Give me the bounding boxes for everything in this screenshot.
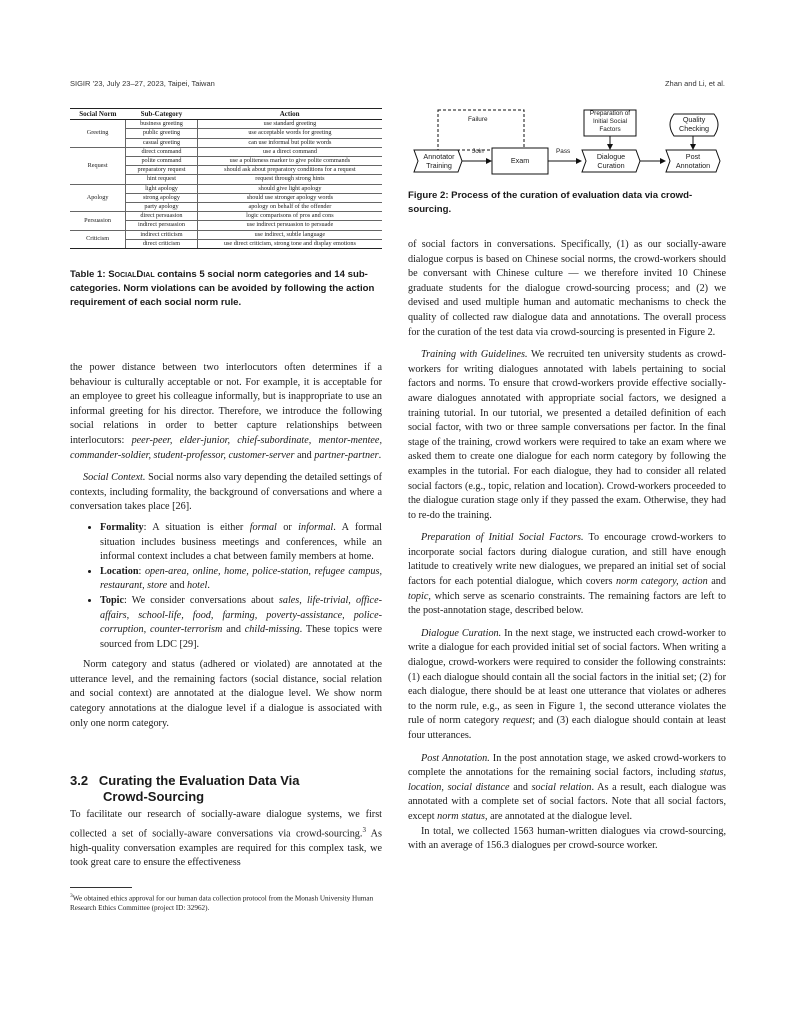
failure-label: Failure	[468, 116, 488, 123]
table-row	[70, 212, 382, 221]
paragraph: Post Annotation. In the post annotation stage, we asked crowd-workers to complete the annotations for the remaining social factors, including status, location, social distance and social relation. As a result, each dialogue was annotated with a complete set of social factors. Note that all social factors, except norm status, are annotated at the dialogue level.	[408, 752, 726, 822]
preparation-label: Preparation of Initial Social Factors	[589, 110, 631, 133]
paragraph: In total, we collected 1563 human-written dialogues via crowd-sourcing, with an average of 156.3 dialogues per crowd-source worker.	[408, 825, 726, 852]
running-header-left: SIGIR ’23, July 23–27, 2023, Taipei, Taiwan	[70, 79, 215, 88]
paragraph: To facilitate our research of socially-aware dialogue systems, we first collected a set of socially-aware conversations via crowd-sourcing.$^3$ As high-quality conversation examples are required for this complex task, we took great care to ensure the effectiveness	[70, 809, 382, 869]
table-sub-category: direct persuasion	[126, 212, 198, 221]
table-header-sub-category: Sub-Category	[126, 109, 198, 120]
paragraph: Social Context. Social norms also vary depending the detailed settings of contexts, including formality, the background of conversations and where a conversation takes place [26].	[70, 472, 383, 513]
table-action: use a direct command	[197, 147, 382, 156]
section-intro	[70, 808, 382, 871]
paragraph-heading: Post Annotation.	[421, 752, 490, 764]
curation-process-figure	[408, 108, 726, 176]
table-action: use acceptable words for greeting	[197, 129, 382, 138]
table-caption-label: Table 1:	[70, 269, 106, 280]
table-sub-category: indirect persuasion	[126, 221, 198, 230]
table-sub-category: light apology	[126, 184, 198, 193]
table-sub-category: strong apology	[126, 193, 198, 202]
table-row	[70, 120, 382, 129]
table-action: should use stronger apology words	[197, 193, 382, 202]
paragraph-heading: Training with Guidelines.	[421, 349, 528, 361]
paragraph: Preparation of Initial Social Factors. To encourage crowd-workers to incorporate social factors during dialogue curation, and still have enough latitude to creatively write new dialogues, we prepared an initial set of social factors for each potential dialogue, which covers norm category, action and topic, which serve as scenario constraints. The remaining factors are left to the post-annotation stage, described below.	[408, 532, 726, 617]
table-action: request through strong hints	[197, 175, 382, 184]
left-column	[70, 361, 382, 731]
table-action: should give light apology	[197, 184, 382, 193]
list-item: • Topic: We consider conversations about sales, life-trivial, office-affairs, school-life, food, farming, poverty-assistance, police-corruption, counter-terrorism and child-missing. These topics were sourced from LDC [29].	[100, 594, 382, 652]
social-norm-table	[70, 108, 382, 249]
paragraph: of social factors in conversations. Specifically, (1) as our socially-aware dialogue corpus is based on Chinese social norms, the crowd-workers should be conversant with Chinese culture — we therefore invited 10 Chinese graduate students for the dialogue crowd-sourcing process; and (2) we devised and used multiple human and automatic mechanisms to check the quality of collected raw dialogue data and annotations. The overall process for the curation of the test data via crowd-sourcing is presented in Figure 2.	[408, 239, 726, 338]
quality-checking-label: Quality Checking	[679, 115, 709, 133]
table-sub-category: direct criticism	[126, 239, 198, 248]
exam-label: Exam	[510, 156, 530, 165]
table-category: Criticism	[70, 230, 126, 248]
table-action: logic comparisons of pros and cons	[197, 212, 382, 221]
paragraph-heading: Dialogue Curation.	[421, 627, 502, 639]
list-item: • Formality: A situation is either formal or informal. A formal situation includes business meetings and conferences, while an informal context includes a chat between family members at home.	[100, 521, 382, 565]
table-category: Greeting	[70, 120, 126, 148]
table-action: can use informal but polite words	[197, 138, 382, 147]
table-action: use a politeness marker to give polite commands	[197, 157, 382, 166]
table-caption-system: SocialDial	[108, 269, 155, 280]
table-row	[70, 230, 382, 239]
paragraph-heading: Social Context.	[83, 472, 146, 484]
table-caption-text: contains 5 social norm categories and 14 sub-categories. Norm violations can be avoided by following the action requirement of each social norm rule.	[70, 269, 375, 308]
table-action: use indirect, subtle language	[197, 230, 382, 239]
paragraph-heading: Preparation of Initial Social Factors.	[421, 532, 584, 544]
pass-label: Pass	[556, 148, 571, 155]
dialogue-curation-label: Dialogue Curation	[596, 152, 626, 170]
table-action: apology on behalf of the offender	[197, 203, 382, 212]
table-action: use direct criticism, strong tone and display emotions	[197, 239, 382, 248]
context-list	[70, 521, 382, 652]
table-header-action: Action	[197, 109, 382, 120]
table-caption	[70, 268, 382, 310]
paragraph: Dialogue Curation. In the next stage, we instructed each crowd-worker to write a dialogue for each provided initial set of social factors. When writing a dialogue, crowd-workers were required to consider the following constraints: (1) each dialogue should contain all the social factors in the initial set; (2) for each dialogue, there should be at least one utterance that violates or adheres to the norm rule, e.g., as seen in Figure 1, the second utterance violates the rule of norm category request; and (3) each dialogue should contain at least four utterances.	[408, 627, 726, 741]
table-sub-category: party apology	[126, 203, 198, 212]
table-category: Apology	[70, 184, 126, 212]
paragraph: Norm category and status (adhered or violated) are annotated at the utterance level, and the remaining factors (social distance, social relation and social context) are annotated at the dialogue level. We show norm category annotations at the dialogue level if a dialogue is associated with only one norm category.	[70, 659, 382, 729]
table-sub-category: preparatory request	[126, 166, 198, 175]
table-row	[70, 184, 382, 193]
table-sub-category: casual greeting	[126, 138, 198, 147]
paragraph: Training with Guidelines. We recruited ten university students as crowd-workers for writing dialogues annotated with labels pertaining to social factors and norms. To ensure that crowd-workers provide effective socially-aware dialogues annotated with appropriate social factors, we designed a training tutorial. In our tutorial, we presented a detailed definition of each social factor, with two or three sample conversations per factor. In the final stage of the training, crowd workers were required to take an exam where we asked them to create one dialogue for each norm category by following the examples in the tutorial. For each dialogue, they had to consider all related social factors (e.g., topic, relation and location). Crowd-workers proceeded to the dialogue curation stage only if they passed the exam. Otherwise, they had to re-do the training.	[408, 349, 726, 521]
table-sub-category: hint request	[126, 175, 198, 184]
paragraph: the power distance between two interlocutors often determines if a behaviour is culturally acceptable or not. For example, it is acceptable for an employee to greet his colleague informally, but is inappropriate to use an informal greeting for his director. Therefore, we introduce the following social relations in order to better capture relationships between interlocutors: peer-peer, elder-junior, chief-subordinate, mentor-mentee, commander-soldier, student-professor, customer-server and partner-partner.	[70, 362, 382, 461]
footnote-rule	[70, 887, 132, 888]
right-column	[408, 238, 726, 854]
running-header-right: Zhan and Li, et al.	[664, 79, 725, 88]
join-label: Join	[472, 148, 484, 155]
table-sub-category: indirect criticism	[126, 230, 198, 239]
footnote: $^3$We obtained ethics approval for our human data collection protocol from the Monash University Human Research Ethics Committee (project ID: 32962).	[70, 893, 374, 913]
table-action: use standard greeting	[197, 120, 382, 129]
table-category: Persuasion	[70, 212, 126, 230]
post-annotation-label: Post Annotation	[675, 152, 711, 170]
table-sub-category: public greeting	[126, 129, 198, 138]
annotator-training-label: Annotator Training	[423, 152, 455, 170]
table-sub-category: direct command	[126, 147, 198, 156]
table-action: use indirect persuasion to persuade	[197, 221, 382, 230]
table-category: Request	[70, 147, 126, 184]
table-header-social-norm: Social Norm	[70, 109, 126, 120]
table-sub-category: business greeting	[126, 120, 198, 129]
table-action: should ask about preparatory conditions for a request	[197, 166, 382, 175]
table-row	[70, 147, 382, 156]
list-item: • Location: open-area, online, home, police-station, refugee campus, restaurant, store and hotel.	[100, 565, 382, 594]
section-heading: 3.2 Curating the Evaluation Data Via Crowd-Sourcing	[70, 773, 300, 804]
table-sub-category: polite command	[126, 157, 198, 166]
figure-caption: Figure 2: Process of the curation of evaluation data via crowd-sourcing.	[408, 190, 693, 215]
